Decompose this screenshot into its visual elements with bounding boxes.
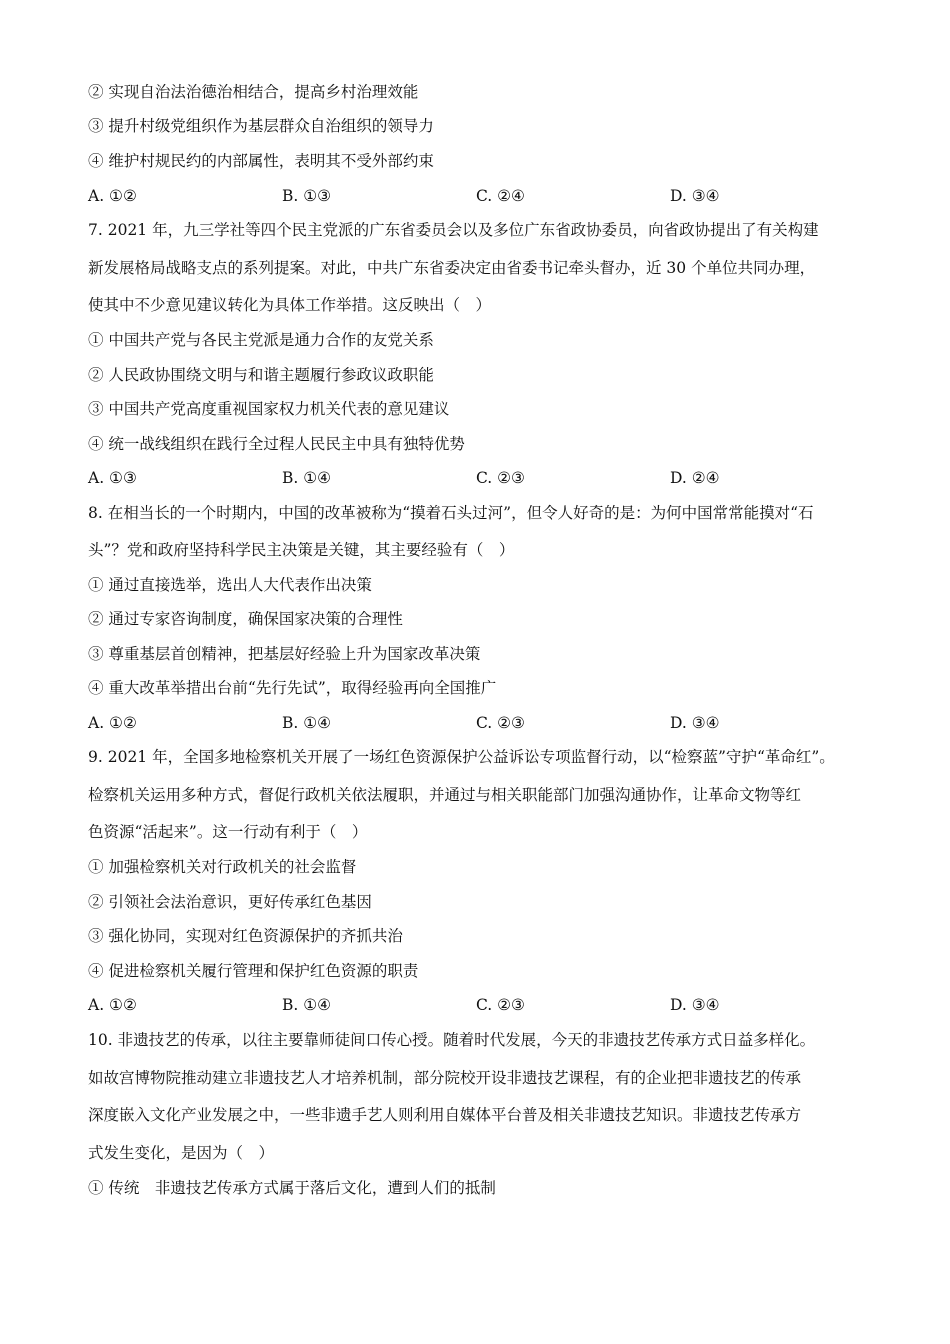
q9-choice-d[interactable]: D. ③④ (670, 996, 720, 1014)
q10-option-1: ① 传统 非遗技艺传承方式属于落后文化，遭到人们的抵制 (88, 1179, 496, 1197)
q7-stem-line-3: 使其中不少意见建议转化为具体工作举措。这反映出（ ） (88, 296, 492, 314)
q6-choice-d[interactable]: D. ③④ (670, 187, 720, 205)
q8-choice-a[interactable]: A. ①② (88, 714, 137, 732)
q7-stem-line-2: 新发展格局战略支点的系列提案。对此，中共广东省委决定由省委书记牵头督办，近 30 个单位共同办理， (88, 259, 816, 277)
q6-choice-c[interactable]: C. ②④ (476, 187, 525, 205)
q10-stem-line-4: 式发生变化，是因为（ ） (88, 1144, 275, 1162)
q8-option-3: ③ 尊重基层首创精神，把基层好经验上升为国家改革决策 (88, 645, 481, 663)
q7-option-2: ② 人民政协围绕文明与和谐主题履行参政议政职能 (88, 366, 434, 384)
q9-stem-line-2: 检察机关运用多种方式，督促行政机关依法履职，并通过与相关职能部门加强沟通协作，让革命文物等红 (88, 786, 802, 804)
q9-option-1: ① 加强检察机关对行政机关的社会监督 (88, 858, 357, 876)
q8-option-2: ② 通过专家咨询制度，确保国家决策的合理性 (88, 610, 403, 628)
q7-option-4: ④ 统一战线组织在践行全过程人民民主中具有独特优势 (88, 435, 465, 453)
q7-stem-line-1: 7. 2021 年，九三学社等四个民主党派的广东省委员会以及多位广东省政协委员，向省政协提出了有关构建 (88, 221, 819, 239)
q8-choice-c[interactable]: C. ②③ (476, 714, 525, 732)
q6-choices (88, 185, 868, 207)
q7-choice-c[interactable]: C. ②③ (476, 469, 525, 487)
q8-option-4: ④ 重大改革举措出台前“先行先试”，取得经验再向全国推广 (88, 679, 497, 697)
q8-choice-d[interactable]: D. ③④ (670, 714, 720, 732)
q10-stem-line-2: 如故宫博物院推动建立非遗技艺人才培养机制，部分院校开设非遗技艺课程，有的企业把非遗技艺的传承 (88, 1069, 802, 1087)
q10-stem-line-3: 深度嵌入文化产业发展之中，一些非遗手艺人则利用自媒体平台普及相关非遗技艺知识。非遗技艺传承方 (88, 1106, 802, 1124)
q8-stem-line-2: 头”？党和政府坚持科学民主决策是关键，其主要经验有（ ） (88, 541, 515, 559)
q9-stem-line-3: 色资源“活起来”。这一行动有利于（ ） (88, 823, 368, 841)
q7-choice-a[interactable]: A. ①③ (88, 469, 137, 487)
q9-choices (88, 994, 868, 1016)
q6-choice-b[interactable]: B. ①③ (282, 187, 332, 205)
q9-option-2: ② 引领社会法治意识，更好传承红色基因 (88, 893, 372, 911)
q9-choice-b[interactable]: B. ①④ (282, 996, 332, 1014)
q7-option-3: ③ 中国共产党高度重视国家权力机关代表的意见建议 (88, 400, 450, 418)
q8-choice-b[interactable]: B. ①④ (282, 714, 332, 732)
q6-option-4: ④ 维护村规民约的内部属性，表明其不受外部约束 (88, 152, 434, 170)
q6-option-2: ② 实现自治法治德治相结合，提高乡村治理效能 (88, 83, 419, 101)
q6-option-3: ③ 提升村级党组织作为基层群众自治组织的领导力 (88, 117, 434, 135)
q8-stem-line-1: 8. 在相当长的一个时期内，中国的改革被称为“摸着石头过河”，但令人好奇的是：为何中国常常能摸对“石 (88, 504, 814, 522)
q9-option-3: ③ 强化协同，实现对红色资源保护的齐抓共治 (88, 927, 403, 945)
q6-choice-a[interactable]: A. ①② (88, 187, 137, 205)
q7-option-1: ① 中国共产党与各民主党派是通力合作的友党关系 (88, 331, 434, 349)
q8-choices (88, 712, 868, 734)
q9-option-4: ④ 促进检察机关履行管理和保护红色资源的职责 (88, 962, 419, 980)
q7-choice-b[interactable]: B. ①④ (282, 469, 332, 487)
q9-choice-c[interactable]: C. ②③ (476, 996, 525, 1014)
q7-choices (88, 467, 868, 489)
q7-choice-d[interactable]: D. ②④ (670, 469, 720, 487)
q9-choice-a[interactable]: A. ①② (88, 996, 137, 1014)
q8-option-1: ① 通过直接选举，选出人大代表作出决策 (88, 576, 372, 594)
q10-stem-line-1: 10. 非遗技艺的传承，以往主要靠师徒间口传心授。随着时代发展，今天的非遗技艺传承方式日益多样化。 (88, 1031, 816, 1049)
q9-stem-line-1: 9. 2021 年，全国多地检察机关开展了一场红色资源保护公益诉讼专项监督行动，以“检察蓝”守护“革命红”。 (88, 748, 835, 766)
